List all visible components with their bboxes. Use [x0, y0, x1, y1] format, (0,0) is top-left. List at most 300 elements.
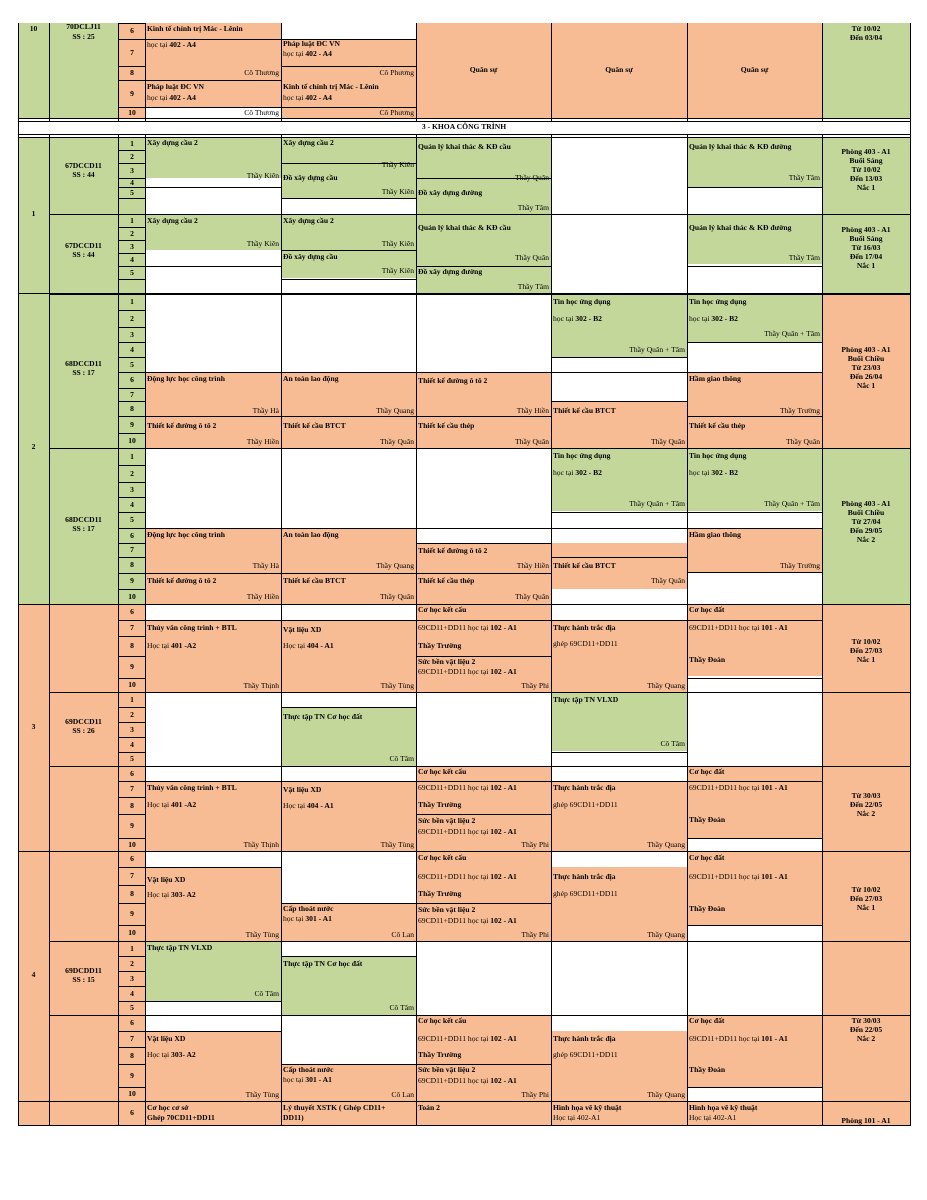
period-number: 8 — [130, 641, 134, 651]
cell-label: Thầy Quân — [786, 437, 820, 446]
cell-label: Thầy Kiên — [381, 160, 414, 169]
cell-text — [416, 799, 551, 810]
cell-text — [49, 965, 118, 989]
cell-text — [145, 575, 281, 586]
cell-text — [49, 31, 118, 41]
cell-label: Cơ học kết cấu — [418, 767, 467, 776]
cell-text — [281, 186, 416, 197]
cell-label: DD11) — [283, 1113, 304, 1122]
period-number: 9 — [130, 88, 134, 98]
cell-label: Thầy Tâm — [788, 253, 820, 262]
cell-label: Thầy Quang — [647, 681, 685, 690]
period-number: 5 — [130, 754, 134, 764]
cell-text — [416, 680, 551, 691]
period-number: 2 — [130, 313, 134, 323]
cell-label: Học tại — [283, 641, 308, 650]
cell-text — [687, 814, 822, 825]
room-label: 102 - A1 — [490, 916, 517, 925]
cell-label: Cô Thương — [244, 67, 279, 77]
cell-text — [822, 344, 910, 394]
cell-label: Học tại 402-A1 — [553, 1113, 601, 1122]
cell-text — [416, 1102, 551, 1113]
period-number: 5 — [130, 187, 134, 197]
grid-line — [910, 134, 911, 1125]
cell-text — [551, 680, 687, 691]
period-number: 10 — [128, 435, 136, 445]
room-label: 402 - A4 — [305, 49, 332, 58]
period-number: 4 — [130, 499, 134, 509]
cell-label: Cơ học đất — [689, 605, 725, 614]
grid-line — [145, 1031, 282, 1032]
room-label: 102 - A1 — [490, 783, 517, 792]
cell-label: ghép 69CD11+DD11 — [553, 889, 618, 898]
room-label: 404 - A1 — [307, 641, 334, 650]
cell-label: 68DCCD11 SS : 17 — [65, 515, 102, 534]
cell-text — [281, 711, 416, 722]
section-banner: 3 - KHOA CÔNG TRÌNH — [421, 122, 507, 131]
cell-label: Toán 2 — [418, 1103, 440, 1112]
cell-text — [145, 942, 281, 953]
cell-label: Thầy Kiên — [246, 171, 279, 180]
room-label: 302 - B2 — [575, 468, 602, 477]
cell-label: Thầy Quang — [647, 840, 685, 849]
cell-text — [551, 313, 687, 324]
cell-text — [416, 782, 551, 793]
cell-text — [281, 172, 416, 183]
period-number: 3 — [130, 724, 134, 734]
cell-text — [145, 839, 281, 850]
cell-text — [687, 529, 822, 540]
cell-text — [687, 852, 822, 863]
cell-label: Thầy Quang — [376, 561, 414, 570]
cell-text — [687, 871, 822, 882]
cell-text — [687, 420, 822, 431]
cell-text — [416, 202, 551, 213]
grid-line — [687, 678, 823, 679]
cell-text — [145, 1033, 281, 1044]
period-number: 9 — [130, 1070, 134, 1080]
cell-label: Từ 10/02 Đến 03/04 — [849, 24, 883, 43]
cell-text — [18, 721, 49, 735]
cell-label: học tại — [689, 314, 712, 323]
cell-label: Cấp thoát nước — [283, 1065, 334, 1074]
cell-text — [687, 450, 822, 461]
cell-text — [145, 640, 281, 651]
cell-text — [145, 1089, 281, 1100]
cell-text — [416, 929, 551, 940]
grid-line — [18, 134, 911, 135]
period-number: 9 — [130, 576, 134, 586]
cell-label: Thầy Hà — [252, 561, 279, 570]
cell-text — [281, 529, 416, 540]
cell-label: Thầy Đoàn — [689, 1065, 726, 1074]
cell-text — [687, 560, 822, 571]
cell-text — [145, 373, 281, 384]
cell-text — [416, 222, 551, 233]
cell-text — [416, 915, 551, 926]
period-number: 5 — [130, 359, 134, 369]
period-number: 6 — [130, 607, 134, 617]
cell-text — [687, 1064, 822, 1075]
cell-label: học tại — [283, 914, 306, 923]
cell-text — [416, 1064, 551, 1075]
cell-text — [822, 1115, 910, 1125]
cell-label: Thực tập TN Cơ học đất — [283, 959, 363, 968]
cell-text — [687, 296, 822, 307]
room-label: 101 - A1 — [761, 623, 788, 632]
cell-label: Quân sự — [469, 65, 498, 74]
cell-background — [18, 23, 49, 118]
cell-label: Xây dựng cầu 2 — [147, 138, 198, 147]
cell-label: 69DCCD11 SS : 26 — [65, 717, 102, 736]
cell-label: Sức bền vật liệu 2 — [418, 1065, 476, 1074]
period-number: 7 — [130, 784, 134, 794]
cell-label: Cô Phương — [379, 107, 414, 117]
cell-label: học tại — [147, 40, 170, 49]
cell-label: Thầy Quang — [647, 1090, 685, 1099]
cell-label: 69CD11+DD11 học tại — [418, 827, 491, 836]
room-label: 404 - A1 — [307, 801, 334, 810]
grid-line — [18, 23, 19, 121]
cell-text — [281, 784, 416, 795]
cell-label: Thiết kế đường ô tô 2 — [147, 421, 217, 430]
cell-label: Phòng 403 - A1 Buổi Sáng Từ 16/03 Đến 17/04 Nắc 1 — [841, 225, 891, 271]
cell-label: Thiết kế cầu thép — [418, 421, 475, 430]
cell-label: Cấp thoát nước — [283, 904, 334, 913]
cell-label: An toàn lao động — [283, 530, 339, 539]
cell-text — [281, 1074, 416, 1085]
room-label: 301 - A1 — [305, 914, 332, 923]
cell-text — [416, 852, 551, 863]
period-number: 4 — [130, 254, 134, 264]
cell-label: 69DCDD11 SS : 15 — [65, 966, 102, 985]
cell-text — [416, 545, 551, 556]
period-number: 10 — [128, 107, 136, 117]
cell-label: Vật liệu XD — [147, 875, 186, 884]
cell-text — [687, 141, 822, 152]
cell-text — [281, 1089, 416, 1100]
cell-label: Phòng 403 - A1 Buổi Sáng Từ 10/02 Đến 13/03 Nắc 1 — [841, 147, 891, 193]
cell-text — [281, 92, 416, 103]
cell-text — [416, 1033, 551, 1044]
period-number: 7 — [130, 871, 134, 881]
cell-label: Sức bền vật liệu 2 — [418, 657, 476, 666]
cell-label: Thực tập TN VLXD — [553, 695, 619, 704]
period-number: 6 — [130, 1108, 134, 1118]
cell-label: Thầy Đoàn — [689, 815, 726, 824]
cell-text — [281, 81, 416, 92]
cell-label: 69CD11+DD11 học tại — [689, 623, 762, 632]
cell-label: Thầy Trường — [418, 1050, 462, 1059]
room-label: 102 - A1 — [490, 623, 517, 632]
period-number: 6 — [130, 768, 134, 778]
cell-text — [687, 405, 822, 416]
cell-text — [822, 224, 910, 274]
grid-line — [910, 121, 911, 134]
cell-text — [145, 137, 281, 148]
cell-label: Thực hành trắc địa — [553, 1034, 616, 1043]
cell-label: Xây dựng cầu 2 — [147, 216, 198, 225]
cell-label: Thầy Trường — [418, 800, 462, 809]
period-number: 2 — [130, 709, 134, 719]
cell-text — [687, 1015, 822, 1026]
cell-label: Phòng 101 - A1 — [841, 1116, 891, 1125]
cell-label: Cô Lan — [391, 930, 414, 939]
cell-text — [281, 958, 416, 969]
cell-label: Thiết kế cầu thép — [418, 576, 475, 585]
period-number: 1 — [130, 694, 134, 704]
cell-label: Thầy Đoàn — [689, 655, 726, 664]
cell-label: Hầm giao thông — [689, 374, 741, 383]
room-label: 303- A2 — [171, 890, 196, 899]
period-number: 8 — [130, 403, 134, 413]
cell-label: Thiết kế cầu BTCT — [553, 561, 616, 570]
period-number: 3 — [130, 241, 134, 251]
cell-label: học tại — [553, 314, 576, 323]
cell-label: Cô Tâm — [660, 739, 685, 748]
cell-label: Thiết kế cầu BTCT — [553, 406, 616, 415]
cell-label: học tại — [147, 93, 170, 102]
cell-label: Thầy Kiên — [381, 187, 414, 196]
cell-text — [49, 716, 118, 740]
cell-text — [551, 436, 687, 447]
cell-text — [416, 375, 551, 386]
cell-text — [551, 782, 687, 793]
cell-label: Thầy Thịnh — [243, 840, 279, 849]
period-number: 3 — [130, 484, 134, 494]
cell-label: Học tại — [147, 1050, 172, 1059]
cell-text — [49, 240, 118, 264]
room-label: 101 - A1 — [761, 783, 788, 792]
cell-text — [551, 1112, 687, 1123]
cell-label: Cô Tâm — [389, 754, 414, 763]
cell-text — [416, 64, 551, 78]
period-number: 2 — [130, 958, 134, 968]
cell-label: Cô Lan — [391, 1090, 414, 1099]
cell-label: Thực tập TN VLXD — [147, 943, 213, 952]
cell-label: 67DCCD11 SS : 44 — [65, 161, 102, 180]
cell-label: Vật liệu XD — [283, 625, 322, 634]
cell-text — [416, 871, 551, 882]
cell-text — [145, 81, 281, 92]
cell-text — [145, 680, 281, 691]
cell-text — [551, 450, 687, 461]
period-number: 6 — [130, 530, 134, 540]
cell-text — [416, 1075, 551, 1086]
cell-label: Cô Tâm — [389, 1003, 414, 1012]
cell-label: Thầy Hiền — [516, 406, 549, 415]
cell-text — [281, 215, 416, 226]
cell-label: Thầy Quân + Tâm — [764, 329, 820, 338]
grid-line — [551, 357, 688, 358]
cell-background — [49, 294, 118, 604]
cell-label: Học tại — [283, 801, 308, 810]
cell-label: Thiết kế đường ô tô 2 — [418, 546, 488, 555]
grid-line — [687, 572, 823, 573]
cell-label: Thầy Hà — [252, 406, 279, 415]
grid-line — [145, 416, 552, 417]
cell-text — [822, 146, 910, 196]
cell-label: Thầy Tâm — [788, 173, 820, 182]
grid-line — [118, 198, 146, 199]
cell-text — [551, 1089, 687, 1100]
cell-label: 67DCCD11 SS : 44 — [65, 241, 102, 260]
cell-label: ghép 69CD11+DD11 — [553, 639, 618, 648]
cell-text — [145, 591, 281, 602]
cell-label: 69CD11+DD11 học tại — [689, 783, 762, 792]
period-number: 4 — [130, 739, 134, 749]
cell-text — [416, 826, 551, 837]
cell-label: Học tại — [147, 890, 172, 899]
period-number: 2 — [130, 468, 134, 478]
period-number: 10 — [128, 839, 136, 849]
cell-label: học tại — [283, 1075, 306, 1084]
cell-label: Thầy Phi — [521, 930, 549, 939]
cell-text — [281, 753, 416, 764]
cell-text — [416, 839, 551, 850]
cell-label: Thầy Phi — [521, 681, 549, 690]
cell-text — [281, 48, 416, 59]
cell-text — [551, 1033, 687, 1044]
period-number: 8 — [130, 889, 134, 899]
grid-line — [118, 279, 146, 280]
cell-label: Từ 30/03 Đến 22/05 Nắc 2 — [849, 791, 883, 819]
cell-text — [145, 436, 281, 447]
cell-text — [145, 560, 281, 571]
cell-label: Xây dựng cầu 2 — [283, 138, 334, 147]
cell-text — [551, 498, 687, 509]
cell-text — [145, 782, 281, 793]
cell-label: Vật liệu XD — [283, 785, 322, 794]
cell-text — [551, 344, 687, 355]
cell-text — [281, 1112, 416, 1123]
period-number: 10 — [128, 680, 136, 690]
cell-label: Thầy Quân — [380, 592, 414, 601]
cell-label: 69CD11+DD11 học tại — [418, 1034, 491, 1043]
cell-label: Thầy Đoàn — [689, 904, 726, 913]
cell-label: Thầy Tùng — [380, 840, 414, 849]
cell-label: Thiết kế cầu BTCT — [283, 421, 346, 430]
cell-label: Quản lý khai thác & KĐ cầu — [418, 142, 511, 151]
cell-label: Pháp luật ĐC VN — [147, 82, 205, 91]
cell-label: Thầy Trường — [418, 889, 462, 898]
cell-text — [551, 575, 687, 586]
cell-text — [18, 23, 49, 35]
grid-line — [281, 198, 417, 199]
period-number: 5 — [130, 267, 134, 277]
cell-label: Đồ xây dựng đường — [418, 188, 483, 197]
cell-label: Thầy Quân + Tâm — [629, 345, 685, 354]
cell-text — [687, 64, 822, 78]
cell-label: Cơ học kết cấu — [418, 853, 467, 862]
cell-label: Thầy Quân — [515, 253, 549, 262]
cell-label: 3 — [31, 722, 36, 731]
cell-text — [145, 529, 281, 540]
cell-text — [687, 328, 822, 339]
cell-text — [416, 640, 551, 651]
cell-label: Thực hành trắc địa — [553, 872, 616, 881]
cell-label: Thầy Kiên — [381, 266, 414, 275]
cell-label: Hầm giao thông — [689, 530, 741, 539]
cell-label: Thầy Thịnh — [243, 681, 279, 690]
grid-line — [49, 294, 911, 295]
period-number: 5 — [130, 515, 134, 525]
cell-label: Thầy Quân + Tâm — [764, 499, 820, 508]
cell-label: Thực hành trắc địa — [553, 623, 616, 632]
cell-text — [49, 21, 118, 31]
cell-label: Thực tập TN Cơ học đất — [283, 712, 363, 721]
grid-line — [910, 23, 911, 121]
period-number: 2 — [130, 151, 134, 161]
grid-line — [416, 543, 552, 544]
cell-label: Thủy văn công trình + BTL — [147, 783, 237, 792]
cell-text — [687, 498, 822, 509]
period-number: 10 — [128, 928, 136, 938]
period-number: 6 — [130, 375, 134, 385]
grid-line — [49, 448, 911, 449]
cell-label: Phòng 403 - A1 Buổi Chiều Từ 23/03 Đến 26/04 Nắc 1 — [841, 345, 891, 391]
cell-label: Ghép 70CD11+DD11 — [147, 1113, 215, 1122]
room-label: 302 - B2 — [711, 314, 738, 323]
cell-text — [687, 467, 822, 478]
cell-label: An toàn lao động — [283, 374, 339, 383]
cell-text — [822, 884, 910, 920]
cell-label: Quản lý khai thác & KĐ đường — [689, 223, 792, 232]
cell-text — [281, 265, 416, 276]
cell-text — [281, 680, 416, 691]
cell-text — [551, 694, 687, 705]
cell-label: 69CD11+DD11 học tại — [418, 783, 491, 792]
cell-label: SS : 25 — [72, 32, 95, 41]
cell-label: Cô Tâm — [254, 989, 279, 998]
cell-text — [687, 782, 822, 793]
cell-label: học tại — [283, 93, 306, 102]
cell-label: Cơ học đất — [689, 853, 725, 862]
period-number: 1 — [130, 451, 134, 461]
cell-text — [281, 1002, 416, 1013]
cell-text — [822, 23, 910, 47]
cell-text — [551, 839, 687, 850]
cell-text — [551, 64, 687, 78]
cell-text — [687, 222, 822, 233]
cell-label: học tại — [689, 468, 712, 477]
room-label: 102 - A1 — [490, 872, 517, 881]
cell-label: Cơ học đất — [689, 767, 725, 776]
grid-line — [687, 838, 823, 839]
grid-line — [18, 1125, 911, 1126]
cell-label: Thầy Kiên — [381, 239, 414, 248]
cell-label: 10 — [29, 24, 38, 33]
cell-text — [145, 238, 281, 249]
cell-label: Thiết kế đường ô tô 2 — [147, 576, 217, 585]
cell-text — [416, 591, 551, 602]
period-number: 9 — [130, 662, 134, 672]
cell-text — [281, 436, 416, 447]
cell-text — [281, 591, 416, 602]
cell-label: Thầy Quân — [651, 437, 685, 446]
cell-label: Quân sự — [605, 65, 633, 74]
cell-text — [145, 929, 281, 940]
cell-label: Quân sự — [740, 65, 769, 74]
period-number: 8 — [130, 560, 134, 570]
cell-text — [416, 904, 551, 915]
cell-text — [49, 358, 118, 382]
cell-text — [145, 66, 281, 78]
cell-text — [416, 766, 551, 777]
cell-text — [416, 1049, 551, 1060]
grid-line — [687, 266, 823, 267]
cell-label: Hình họa vẽ kỹ thuật — [689, 1103, 758, 1112]
